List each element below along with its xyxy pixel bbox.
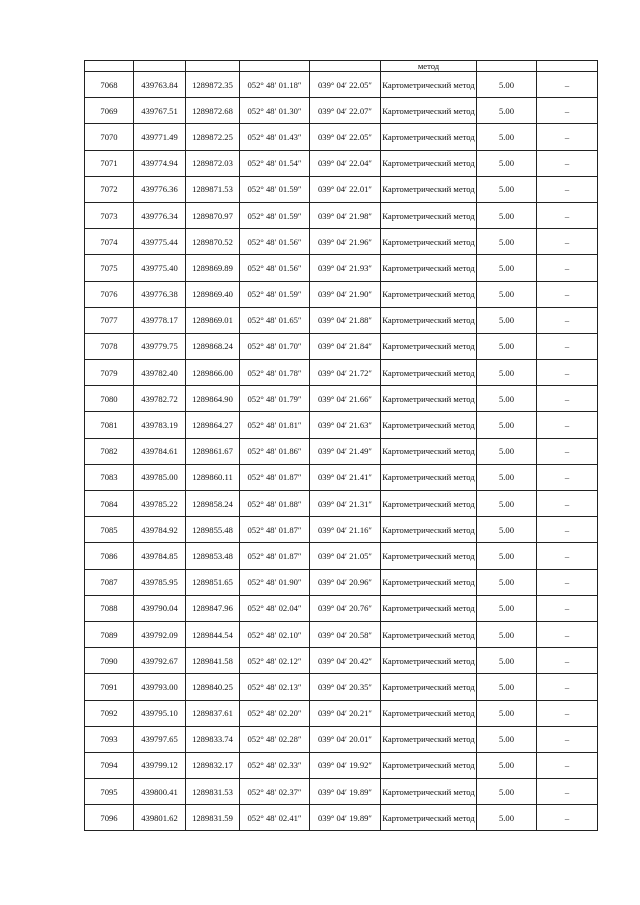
cell-point-number: 7071 — [85, 150, 134, 176]
cell-point-number: 7075 — [85, 255, 134, 281]
cell-point-number: 7083 — [85, 464, 134, 490]
cell-y-coordinate: 1289853.48 — [186, 543, 240, 569]
cell-empty — [240, 61, 310, 72]
cell-y-coordinate: 1289833.74 — [186, 726, 240, 752]
cell-latitude: 052° 48′ 01.54″ — [240, 150, 310, 176]
cell-y-coordinate: 1289870.52 — [186, 229, 240, 255]
cell-note: – — [537, 700, 598, 726]
cell-longitude: 039° 04′ 19.89″ — [310, 779, 381, 805]
cell-longitude: 039° 04′ 22.07″ — [310, 98, 381, 124]
table-row — [85, 726, 598, 752]
cell-method: Картометрический метод — [381, 569, 477, 595]
cell-latitude: 052° 48′ 01.88″ — [240, 491, 310, 517]
cell-x-coordinate: 439784.85 — [134, 543, 186, 569]
cell-point-number: 7086 — [85, 543, 134, 569]
cell-x-coordinate: 439799.12 — [134, 752, 186, 778]
cell-latitude: 052° 48′ 01.59″ — [240, 281, 310, 307]
table-row — [85, 202, 598, 228]
cell-method: Картометрический метод — [381, 543, 477, 569]
cell-y-coordinate: 1289855.48 — [186, 517, 240, 543]
cell-y-coordinate: 1289844.54 — [186, 621, 240, 647]
table-row — [85, 124, 598, 150]
cell-longitude: 039° 04′ 21.16″ — [310, 517, 381, 543]
cell-precision: 5.00 — [477, 569, 537, 595]
cell-method: Картометрический метод — [381, 202, 477, 228]
cell-x-coordinate: 439785.95 — [134, 569, 186, 595]
cell-method: Картометрический метод — [381, 700, 477, 726]
cell-method: Картометрический метод — [381, 805, 477, 831]
cell-y-coordinate: 1289837.61 — [186, 700, 240, 726]
table-row — [85, 333, 598, 359]
cell-x-coordinate: 439784.92 — [134, 517, 186, 543]
cell-method: Картометрический метод — [381, 752, 477, 778]
table-row — [85, 595, 598, 621]
cell-note: – — [537, 464, 598, 490]
cell-latitude: 052° 48′ 02.13″ — [240, 674, 310, 700]
table-row — [85, 176, 598, 202]
cell-x-coordinate: 439782.72 — [134, 386, 186, 412]
cell-latitude: 052° 48′ 02.33″ — [240, 752, 310, 778]
cell-latitude: 052° 48′ 02.10″ — [240, 621, 310, 647]
cell-y-coordinate: 1289869.01 — [186, 307, 240, 333]
cell-x-coordinate: 439785.22 — [134, 491, 186, 517]
cell-y-coordinate: 1289872.35 — [186, 72, 240, 98]
cell-note: – — [537, 255, 598, 281]
table-row — [85, 150, 598, 176]
cell-y-coordinate: 1289872.68 — [186, 98, 240, 124]
cell-note: – — [537, 281, 598, 307]
cell-point-number: 7096 — [85, 805, 134, 831]
cell-longitude: 039° 04′ 20.42″ — [310, 648, 381, 674]
cell-precision: 5.00 — [477, 595, 537, 621]
cell-y-coordinate: 1289851.65 — [186, 569, 240, 595]
cell-method: Картометрический метод — [381, 150, 477, 176]
cell-longitude: 039° 04′ 21.98″ — [310, 202, 381, 228]
cell-precision: 5.00 — [477, 464, 537, 490]
cell-method: Картометрический метод — [381, 98, 477, 124]
table-row — [85, 360, 598, 386]
cell-latitude: 052° 48′ 02.28″ — [240, 726, 310, 752]
cell-latitude: 052° 48′ 01.86″ — [240, 438, 310, 464]
table-row-fragment — [85, 61, 598, 72]
cell-note: – — [537, 752, 598, 778]
cell-precision: 5.00 — [477, 412, 537, 438]
cell-precision: 5.00 — [477, 176, 537, 202]
cell-precision: 5.00 — [477, 700, 537, 726]
cell-precision: 5.00 — [477, 491, 537, 517]
cell-x-coordinate: 439778.17 — [134, 307, 186, 333]
cell-precision: 5.00 — [477, 648, 537, 674]
cell-note: – — [537, 333, 598, 359]
cell-longitude: 039° 04′ 19.89″ — [310, 805, 381, 831]
cell-longitude: 039° 04′ 19.92″ — [310, 752, 381, 778]
cell-y-coordinate: 1289868.24 — [186, 333, 240, 359]
cell-latitude: 052° 48′ 01.59″ — [240, 202, 310, 228]
cell-note: – — [537, 124, 598, 150]
cell-precision: 5.00 — [477, 752, 537, 778]
cell-point-number: 7077 — [85, 307, 134, 333]
cell-x-coordinate: 439784.61 — [134, 438, 186, 464]
table-row — [85, 386, 598, 412]
cell-precision: 5.00 — [477, 333, 537, 359]
table-row — [85, 307, 598, 333]
cell-point-number: 7084 — [85, 491, 134, 517]
cell-x-coordinate: 439763.84 — [134, 72, 186, 98]
table-row — [85, 412, 598, 438]
cell-empty — [85, 61, 134, 72]
cell-longitude: 039° 04′ 20.21″ — [310, 700, 381, 726]
cell-method: Картометрический метод — [381, 124, 477, 150]
cell-method: Картометрический метод — [381, 229, 477, 255]
cell-longitude: 039° 04′ 21.31″ — [310, 491, 381, 517]
cell-precision: 5.00 — [477, 98, 537, 124]
cell-x-coordinate: 439783.19 — [134, 412, 186, 438]
cell-y-coordinate: 1289871.53 — [186, 176, 240, 202]
cell-note: – — [537, 621, 598, 647]
cell-method: Картометрический метод — [381, 491, 477, 517]
cell-note: – — [537, 386, 598, 412]
cell-latitude: 052° 48′ 02.12″ — [240, 648, 310, 674]
cell-x-coordinate: 439775.40 — [134, 255, 186, 281]
cell-method: Картометрический метод — [381, 674, 477, 700]
cell-longitude: 039° 04′ 21.49″ — [310, 438, 381, 464]
cell-latitude: 052° 48′ 01.59″ — [240, 176, 310, 202]
cell-longitude: 039° 04′ 21.88″ — [310, 307, 381, 333]
table-row — [85, 700, 598, 726]
cell-point-number: 7091 — [85, 674, 134, 700]
coordinates-table — [84, 60, 598, 831]
cell-precision: 5.00 — [477, 543, 537, 569]
cell-x-coordinate: 439776.36 — [134, 176, 186, 202]
cell-latitude: 052° 48′ 01.30″ — [240, 98, 310, 124]
cell-method: Картометрический метод — [381, 281, 477, 307]
cell-method: Картометрический метод — [381, 517, 477, 543]
cell-longitude: 039° 04′ 21.63″ — [310, 412, 381, 438]
cell-y-coordinate: 1289860.11 — [186, 464, 240, 490]
cell-x-coordinate: 439793.00 — [134, 674, 186, 700]
cell-precision: 5.00 — [477, 779, 537, 805]
cell-latitude: 052° 48′ 01.70″ — [240, 333, 310, 359]
cell-y-coordinate: 1289866.00 — [186, 360, 240, 386]
cell-longitude: 039° 04′ 22.05″ — [310, 124, 381, 150]
cell-y-coordinate: 1289872.03 — [186, 150, 240, 176]
table-row — [85, 464, 598, 490]
cell-y-coordinate: 1289869.89 — [186, 255, 240, 281]
cell-precision: 5.00 — [477, 202, 537, 228]
cell-method: Картометрический метод — [381, 412, 477, 438]
cell-latitude: 052° 48′ 01.90″ — [240, 569, 310, 595]
cell-method: Картометрический метод — [381, 360, 477, 386]
cell-latitude: 052° 48′ 01.18″ — [240, 72, 310, 98]
cell-note: – — [537, 595, 598, 621]
cell-y-coordinate: 1289840.25 — [186, 674, 240, 700]
cell-note: – — [537, 543, 598, 569]
cell-x-coordinate: 439785.00 — [134, 464, 186, 490]
cell-method: Картометрический метод — [381, 595, 477, 621]
cell-latitude: 052° 48′ 01.79″ — [240, 386, 310, 412]
table-row — [85, 517, 598, 543]
cell-x-coordinate: 439800.41 — [134, 779, 186, 805]
cell-latitude: 052° 48′ 01.43″ — [240, 124, 310, 150]
cell-point-number: 7082 — [85, 438, 134, 464]
cell-point-number: 7070 — [85, 124, 134, 150]
cell-point-number: 7095 — [85, 779, 134, 805]
table-row — [85, 255, 598, 281]
cell-longitude: 039° 04′ 20.58″ — [310, 621, 381, 647]
cell-method: Картометрический метод — [381, 648, 477, 674]
table-row — [85, 98, 598, 124]
cell-point-number: 7085 — [85, 517, 134, 543]
cell-precision: 5.00 — [477, 360, 537, 386]
cell-y-coordinate: 1289832.17 — [186, 752, 240, 778]
cell-longitude: 039° 04′ 21.90″ — [310, 281, 381, 307]
cell-latitude: 052° 48′ 02.41″ — [240, 805, 310, 831]
cell-point-number: 7089 — [85, 621, 134, 647]
cell-latitude: 052° 48′ 01.87″ — [240, 517, 310, 543]
cell-method: Картометрический метод — [381, 438, 477, 464]
table-row — [85, 229, 598, 255]
cell-x-coordinate: 439779.75 — [134, 333, 186, 359]
cell-point-number: 7068 — [85, 72, 134, 98]
cell-y-coordinate: 1289861.67 — [186, 438, 240, 464]
cell-note: – — [537, 72, 598, 98]
cell-note: – — [537, 491, 598, 517]
cell-point-number: 7087 — [85, 569, 134, 595]
cell-y-coordinate: 1289858.24 — [186, 491, 240, 517]
cell-note: – — [537, 517, 598, 543]
cell-x-coordinate: 439792.67 — [134, 648, 186, 674]
cell-y-coordinate: 1289870.97 — [186, 202, 240, 228]
cell-precision: 5.00 — [477, 229, 537, 255]
cell-empty — [186, 61, 240, 72]
cell-precision: 5.00 — [477, 517, 537, 543]
cell-y-coordinate: 1289847.96 — [186, 595, 240, 621]
cell-latitude: 052° 48′ 02.04″ — [240, 595, 310, 621]
cell-y-coordinate: 1289869.40 — [186, 281, 240, 307]
cell-note: – — [537, 150, 598, 176]
table-row — [85, 621, 598, 647]
cell-x-coordinate: 439774.94 — [134, 150, 186, 176]
cell-note: – — [537, 98, 598, 124]
cell-precision: 5.00 — [477, 150, 537, 176]
cell-precision: 5.00 — [477, 281, 537, 307]
table-row — [85, 438, 598, 464]
cell-method: Картометрический метод — [381, 726, 477, 752]
table-row — [85, 805, 598, 831]
cell-y-coordinate: 1289872.25 — [186, 124, 240, 150]
cell-point-number: 7069 — [85, 98, 134, 124]
cell-x-coordinate: 439801.62 — [134, 805, 186, 831]
cell-note: – — [537, 438, 598, 464]
cell-precision: 5.00 — [477, 72, 537, 98]
cell-longitude: 039° 04′ 20.96″ — [310, 569, 381, 595]
cell-longitude: 039° 04′ 20.35″ — [310, 674, 381, 700]
cell-method: Картометрический метод — [381, 464, 477, 490]
cell-note: – — [537, 674, 598, 700]
cell-x-coordinate: 439797.65 — [134, 726, 186, 752]
table-row — [85, 543, 598, 569]
cell-point-number: 7092 — [85, 700, 134, 726]
cell-longitude: 039° 04′ 21.41″ — [310, 464, 381, 490]
cell-latitude: 052° 48′ 01.87″ — [240, 464, 310, 490]
cell-x-coordinate: 439776.38 — [134, 281, 186, 307]
cell-precision: 5.00 — [477, 255, 537, 281]
cell-precision: 5.00 — [477, 674, 537, 700]
cell-x-coordinate: 439792.09 — [134, 621, 186, 647]
cell-method: Картометрический метод — [381, 779, 477, 805]
cell-x-coordinate: 439776.34 — [134, 202, 186, 228]
cell-point-number: 7074 — [85, 229, 134, 255]
cell-note: – — [537, 648, 598, 674]
cell-note: – — [537, 805, 598, 831]
cell-longitude: 039° 04′ 20.01″ — [310, 726, 381, 752]
cell-method: Картометрический метод — [381, 386, 477, 412]
cell-method: метод — [381, 61, 477, 72]
cell-note: – — [537, 412, 598, 438]
cell-latitude: 052° 48′ 01.78″ — [240, 360, 310, 386]
cell-note: – — [537, 202, 598, 228]
cell-x-coordinate: 439767.51 — [134, 98, 186, 124]
cell-precision: 5.00 — [477, 386, 537, 412]
cell-precision: 5.00 — [477, 307, 537, 333]
cell-y-coordinate: 1289831.59 — [186, 805, 240, 831]
cell-x-coordinate: 439782.40 — [134, 360, 186, 386]
cell-x-coordinate: 439771.49 — [134, 124, 186, 150]
cell-x-coordinate: 439790.04 — [134, 595, 186, 621]
cell-empty — [477, 61, 537, 72]
cell-method: Картометрический метод — [381, 621, 477, 647]
cell-latitude: 052° 48′ 01.87″ — [240, 543, 310, 569]
cell-longitude: 039° 04′ 22.05″ — [310, 72, 381, 98]
cell-note: – — [537, 229, 598, 255]
cell-method: Картометрический метод — [381, 176, 477, 202]
cell-note: – — [537, 307, 598, 333]
table-row — [85, 72, 598, 98]
cell-empty — [134, 61, 186, 72]
cell-point-number: 7088 — [85, 595, 134, 621]
cell-empty — [310, 61, 381, 72]
cell-point-number: 7072 — [85, 176, 134, 202]
cell-precision: 5.00 — [477, 438, 537, 464]
cell-latitude: 052° 48′ 01.81″ — [240, 412, 310, 438]
cell-point-number: 7078 — [85, 333, 134, 359]
cell-point-number: 7080 — [85, 386, 134, 412]
cell-note: – — [537, 569, 598, 595]
table-body — [85, 61, 598, 831]
cell-longitude: 039° 04′ 21.93″ — [310, 255, 381, 281]
cell-point-number: 7073 — [85, 202, 134, 228]
table-row — [85, 779, 598, 805]
cell-latitude: 052° 48′ 01.65″ — [240, 307, 310, 333]
cell-note: – — [537, 726, 598, 752]
cell-latitude: 052° 48′ 01.56″ — [240, 255, 310, 281]
cell-longitude: 039° 04′ 22.04″ — [310, 150, 381, 176]
table-row — [85, 281, 598, 307]
cell-y-coordinate: 1289864.27 — [186, 412, 240, 438]
cell-y-coordinate: 1289864.90 — [186, 386, 240, 412]
cell-latitude: 052° 48′ 02.37″ — [240, 779, 310, 805]
cell-point-number: 7094 — [85, 752, 134, 778]
cell-longitude: 039° 04′ 21.05″ — [310, 543, 381, 569]
cell-longitude: 039° 04′ 21.72″ — [310, 360, 381, 386]
cell-longitude: 039° 04′ 20.76″ — [310, 595, 381, 621]
cell-longitude: 039° 04′ 21.96″ — [310, 229, 381, 255]
cell-longitude: 039° 04′ 21.84″ — [310, 333, 381, 359]
table-row — [85, 569, 598, 595]
cell-latitude: 052° 48′ 02.20″ — [240, 700, 310, 726]
cell-point-number: 7090 — [85, 648, 134, 674]
cell-precision: 5.00 — [477, 726, 537, 752]
cell-note: – — [537, 360, 598, 386]
cell-precision: 5.00 — [477, 621, 537, 647]
table-row — [85, 674, 598, 700]
cell-method: Картометрический метод — [381, 333, 477, 359]
cell-longitude: 039° 04′ 21.66″ — [310, 386, 381, 412]
cell-point-number: 7093 — [85, 726, 134, 752]
table-row — [85, 648, 598, 674]
cell-note: – — [537, 176, 598, 202]
cell-point-number: 7079 — [85, 360, 134, 386]
cell-method: Картометрический метод — [381, 255, 477, 281]
cell-longitude: 039° 04′ 22.01″ — [310, 176, 381, 202]
cell-note: – — [537, 779, 598, 805]
cell-method: Картометрический метод — [381, 72, 477, 98]
cell-x-coordinate: 439775.44 — [134, 229, 186, 255]
cell-precision: 5.00 — [477, 124, 537, 150]
cell-precision: 5.00 — [477, 805, 537, 831]
cell-point-number: 7076 — [85, 281, 134, 307]
cell-method: Картометрический метод — [381, 307, 477, 333]
table-row — [85, 491, 598, 517]
cell-y-coordinate: 1289831.53 — [186, 779, 240, 805]
cell-latitude: 052° 48′ 01.56″ — [240, 229, 310, 255]
cell-x-coordinate: 439795.10 — [134, 700, 186, 726]
cell-y-coordinate: 1289841.58 — [186, 648, 240, 674]
cell-empty — [537, 61, 598, 72]
cell-point-number: 7081 — [85, 412, 134, 438]
table-row — [85, 752, 598, 778]
